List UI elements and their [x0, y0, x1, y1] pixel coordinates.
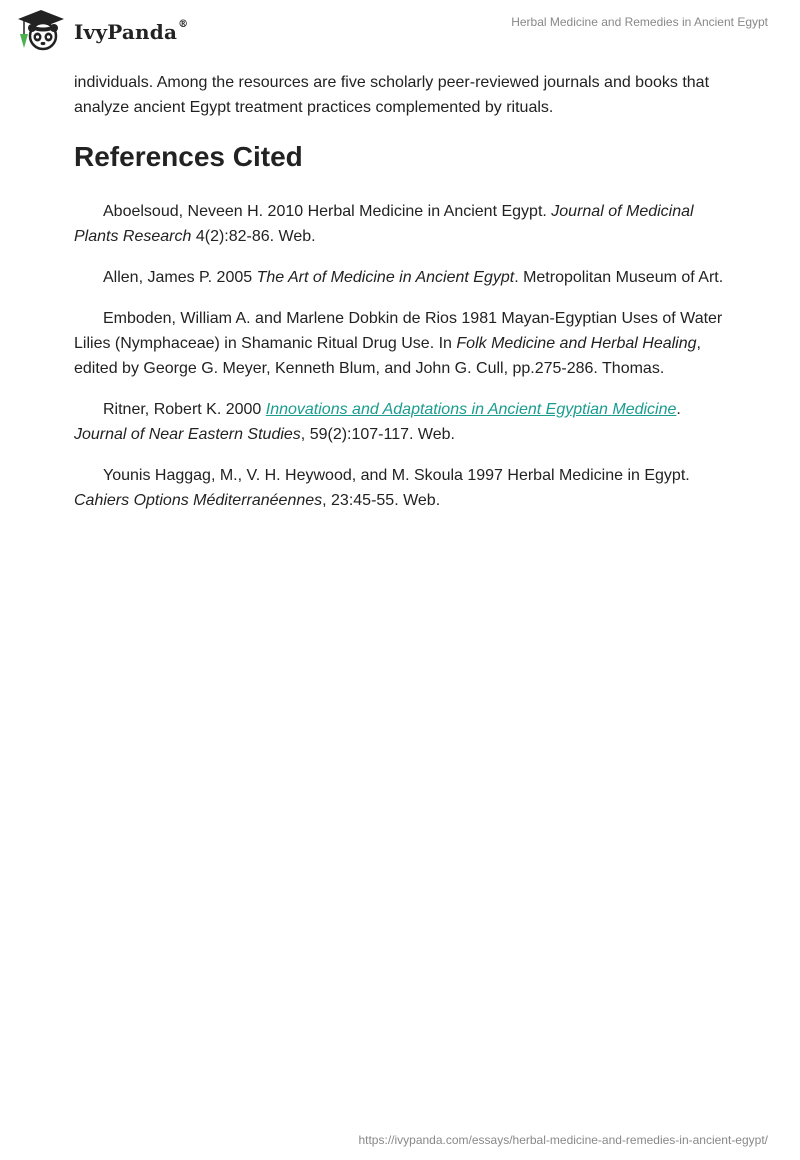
panda-graduate-icon — [14, 8, 68, 52]
ivypanda-logo[interactable] — [14, 8, 188, 52]
intro-paragraph: individuals. Among the resources are five scholarly peer-reviewed journals and books that analyze ancient Egypt treatment practices complemented by rituals. — [74, 74, 710, 116]
reference-item: Younis Haggag, M., V. H. Heywood, and M. Skoula 1997 Herbal Medicine in Egypt. Cahiers Options Méditerranéennes, 23:45-55. Web. — [74, 467, 690, 509]
reference-item: Emboden, William A. and Marlene Dobkin de Rios 1981 Mayan-Egyptian Uses of Water Lilies (Nymphaceae) in Shamanic Ritual Drug Use. In Folk Medicine and Herbal Healing, edited by George G. Meyer, Kenneth Blum, and John G. Cull, pp.275-286. Thomas. — [74, 310, 723, 377]
references-heading: References Cited — [74, 141, 303, 172]
document-title: Herbal Medicine and Remedies in Ancient Egypt — [511, 15, 768, 29]
essay-content — [74, 70, 734, 529]
reference-item: Allen, James P. 2005 The Art of Medicine in Ancient Egypt. Metropolitan Museum of Art. — [103, 269, 724, 286]
reference-item: Aboelsoud, Neveen H. 2010 Herbal Medicine in Ancient Egypt. Journal of Medicinal Plants Research 4(2):82-86. Web. — [74, 203, 694, 245]
brand-name: IvyPanda® — [74, 19, 189, 44]
page-header — [0, 0, 800, 62]
reference-item: Ritner, Robert K. 2000 Innovations and Adaptations in Ancient Egyptian Medicine. Journal of Near Eastern Studies, 59(2):107-117. Web. — [74, 401, 681, 443]
source-url: https://ivypanda.com/essays/herbal-medicine-and-remedies-in-ancient-egypt/ — [358, 1133, 768, 1147]
reference-link[interactable]: Innovations and Adaptations in Ancient Egyptian Medicine — [265, 401, 677, 418]
